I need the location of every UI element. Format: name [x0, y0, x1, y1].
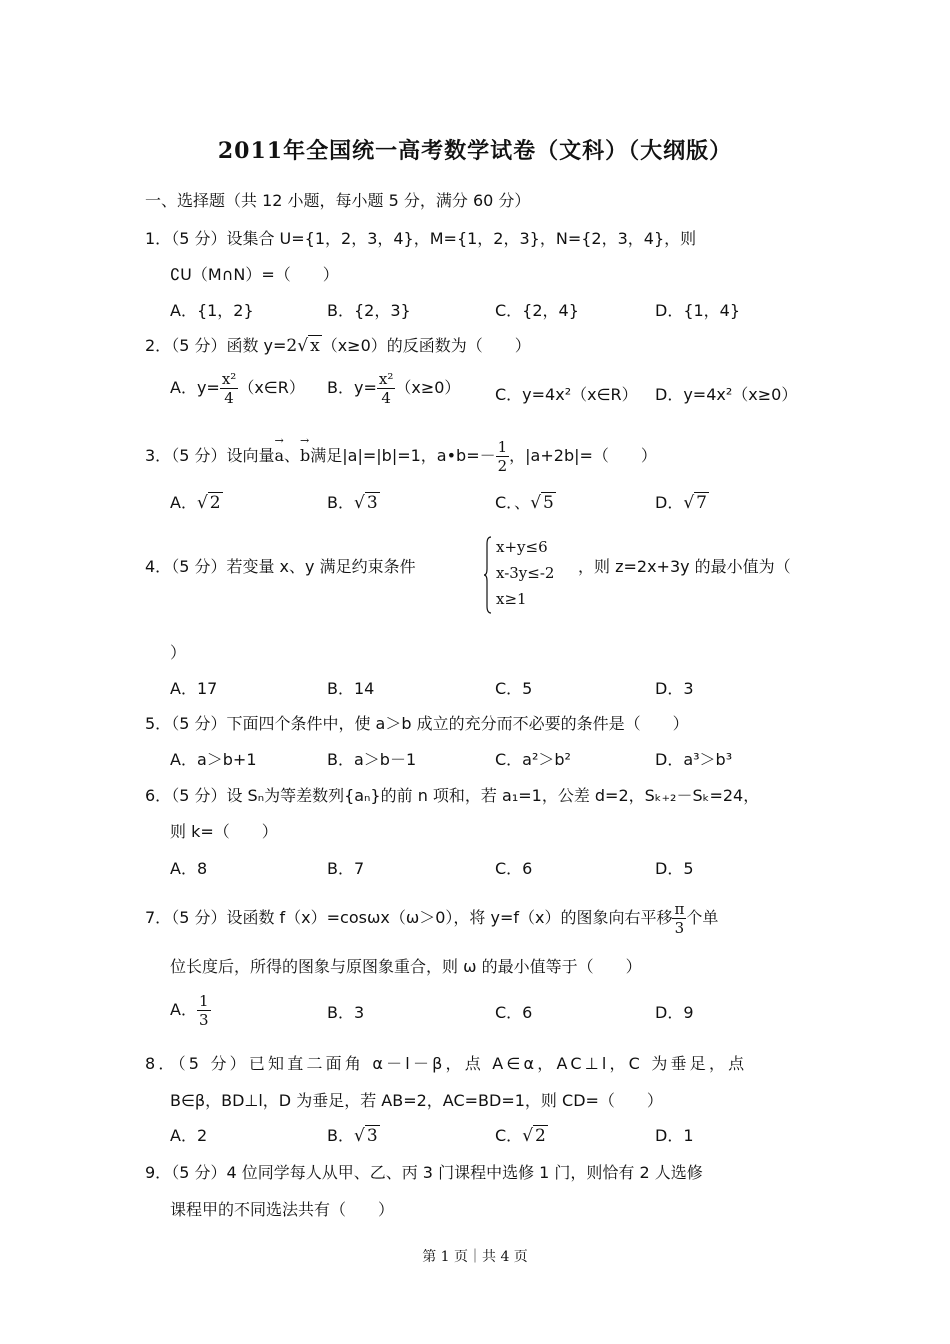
option-d: D．a³＞b³ — [655, 750, 733, 769]
question-number: 3． — [145, 446, 172, 465]
question-3 — [145, 438, 657, 475]
option-b — [327, 370, 460, 407]
question-text-post: （x≥0）的反函数为（ ） — [321, 336, 531, 355]
question-9 — [145, 1160, 703, 1183]
question-6-line2: 则 k=（ ） — [170, 822, 278, 841]
section-heading: 一、选择题（共 12 小题，每小题 5 分，满分 60 分） — [145, 191, 531, 210]
question-1-line2: ∁U（M∩N）=（ ） — [170, 265, 339, 284]
vector-a: → a — [274, 446, 284, 465]
page-footer: 第 1 页｜共 4 页 — [422, 1249, 528, 1265]
option-b: B．7 — [327, 859, 365, 878]
option-label: C． — [495, 1126, 523, 1145]
option-d: D．y=4x²（x≥0） — [655, 385, 798, 404]
question-4-post: ，则 z=2x+3y 的最小值为（ — [578, 557, 791, 576]
numerator: π — [674, 900, 685, 918]
question-number: 6． — [145, 786, 172, 805]
question-4 — [145, 554, 416, 577]
coefficient: 2 — [286, 336, 298, 356]
question-8-line2: B∈β，BD⊥l，D 为垂足，若 AB=2，AC=BD=1，则 CD=（ ） — [170, 1091, 663, 1110]
fraction — [377, 370, 395, 407]
denominator: 3 — [198, 1011, 209, 1029]
question-number: 5． — [145, 714, 172, 733]
option-label: A． — [170, 493, 197, 512]
radicand: 2 — [209, 493, 221, 513]
option-label: D． — [655, 493, 684, 512]
fraction-half — [496, 438, 510, 475]
question-number: 9． — [145, 1163, 172, 1182]
option-b: B．14 — [327, 679, 375, 698]
separator: 、 — [284, 446, 301, 465]
sqrt-expression: √ 2 — [196, 493, 221, 513]
radicand: 3 — [366, 493, 378, 513]
option-d: D．3 — [655, 679, 694, 698]
constraint-2: x-3y≤-2 — [496, 564, 555, 582]
denominator: 4 — [224, 389, 234, 407]
option-a: A．8 — [170, 859, 208, 878]
denominator: 3 — [674, 919, 685, 937]
option-a — [170, 992, 211, 1029]
numerator: x² — [378, 370, 394, 388]
option-a: A．{1，2} — [170, 301, 254, 320]
question-text: （5 分）设函数 f（x）=cosωx（ω＞0），将 y=f（x）的图象向右平移 — [171, 908, 673, 927]
numerator: 1 — [497, 438, 508, 456]
question-text: （5 分）设向量 — [171, 446, 275, 465]
sqrt-expression: √ 5 — [530, 493, 554, 513]
sqrt-expression: √ 2 — [522, 1126, 546, 1146]
option-a: A．17 — [170, 679, 218, 698]
left-brace — [484, 536, 492, 614]
question-text-mid: 满足|a|=|b|=1，a•b=－ — [310, 446, 496, 465]
denominator: 2 — [497, 457, 508, 475]
option-d: D．{1，4} — [655, 301, 741, 320]
constraint-system — [496, 534, 554, 612]
question-4-close: ） — [170, 643, 187, 662]
option-c: C．a²＞b² — [495, 750, 571, 769]
question-5 — [145, 711, 689, 734]
option-label: A．y= — [170, 378, 220, 397]
question-text: （5 分）下面四个条件中，使 a＞b 成立的充分而不必要的条件是（ ） — [171, 714, 689, 733]
question-2 — [145, 333, 531, 356]
question-number: 1． — [145, 229, 172, 248]
sqrt-expression: √ 7 — [683, 493, 707, 513]
option-b — [327, 1123, 380, 1146]
option-d: D．1 — [655, 1126, 694, 1145]
question-text: （5 分）设 Sₙ为等差数列{aₙ}的前 n 项和，若 a₁=1，公差 d=2，Sₖ₊₂－Sₖ=24， — [171, 786, 760, 805]
question-9-line2: 课程甲的不同选法共有（ ） — [170, 1200, 395, 1219]
question-6 — [145, 783, 759, 806]
radicand: 2 — [535, 1126, 546, 1146]
option-c: C．y=4x²（x∈R） — [495, 385, 638, 404]
sqrt-expression: √ 3 — [353, 493, 378, 513]
option-c: C．5 — [495, 679, 533, 698]
option-c — [495, 1123, 548, 1146]
option-label: B．y= — [327, 378, 377, 397]
fraction-pi-over-3 — [672, 900, 686, 937]
question-text-post: 个单 — [686, 908, 719, 927]
fraction — [197, 992, 211, 1029]
radicand: 3 — [366, 1126, 378, 1146]
question-text: （5 分）设集合 U={1，2，3，4}，M={1，2，3}，N={2，3，4}，则 — [171, 229, 697, 248]
fraction — [220, 370, 238, 407]
option-c — [495, 490, 556, 513]
option-a: A．a＞b+1 — [170, 750, 257, 769]
option-label: C．、 — [495, 493, 531, 512]
constraint-3: x≥1 — [496, 590, 527, 608]
question-7 — [145, 900, 718, 937]
question-text: （5 分）4 位同学每人从甲、乙、丙 3 门课程中选修 1 门，则恰有 2 人选修 — [171, 1163, 703, 1182]
option-domain: （x≥0） — [395, 378, 461, 397]
radicand: x — [310, 336, 320, 356]
option-c: C．6 — [495, 859, 533, 878]
constraint-1: x+y≤6 — [496, 538, 548, 556]
radicand: 7 — [696, 493, 707, 513]
question-text: （5 分）若变量 x、y 满足约束条件 — [171, 557, 416, 576]
option-label: B． — [327, 493, 354, 512]
question-text: （5 分）函数 y= — [171, 336, 287, 355]
question-number: 8． — [145, 1054, 178, 1073]
option-b: B．a＞b－1 — [327, 750, 417, 769]
option-label: A． — [170, 1000, 197, 1019]
option-c: C．{2，4} — [495, 301, 579, 320]
option-domain: （x∈R） — [238, 378, 305, 397]
radicand: 5 — [543, 493, 554, 513]
question-1 — [145, 226, 696, 249]
sqrt-expression: √ 3 — [353, 1126, 378, 1146]
question-text-post: ，|a+2b|=（ ） — [509, 446, 657, 465]
option-b: B．{2，3} — [327, 301, 411, 320]
question-number: 7． — [145, 908, 172, 927]
question-8 — [145, 1051, 747, 1074]
option-a — [170, 490, 223, 513]
option-d: D．9 — [655, 1003, 694, 1022]
numerator: x² — [221, 370, 237, 388]
option-b: B．3 — [327, 1003, 365, 1022]
option-d: D．5 — [655, 859, 694, 878]
question-7-line2: 位长度后，所得的图象与原图象重合，则 ω 的最小值等于（ ） — [170, 957, 642, 976]
denominator: 4 — [381, 389, 391, 407]
sqrt-expression: 2√ x — [286, 336, 320, 356]
option-a: A．2 — [170, 1126, 208, 1145]
vector-b: → b — [300, 446, 310, 465]
option-a — [170, 370, 305, 407]
numerator: 1 — [198, 992, 209, 1010]
question-number: 4． — [145, 557, 172, 576]
option-label: B． — [327, 1126, 354, 1145]
question-text: （5 分）已知直二面角 α－l－β，点 A∈α，AC⊥l，C 为垂足，点 — [177, 1054, 748, 1073]
option-c: C．6 — [495, 1003, 533, 1022]
option-b — [327, 490, 380, 513]
question-number: 2． — [145, 336, 172, 355]
exam-title: 2011年全国统一高考数学试卷（文科）（大纲版） — [217, 138, 733, 164]
option-d — [655, 490, 709, 513]
